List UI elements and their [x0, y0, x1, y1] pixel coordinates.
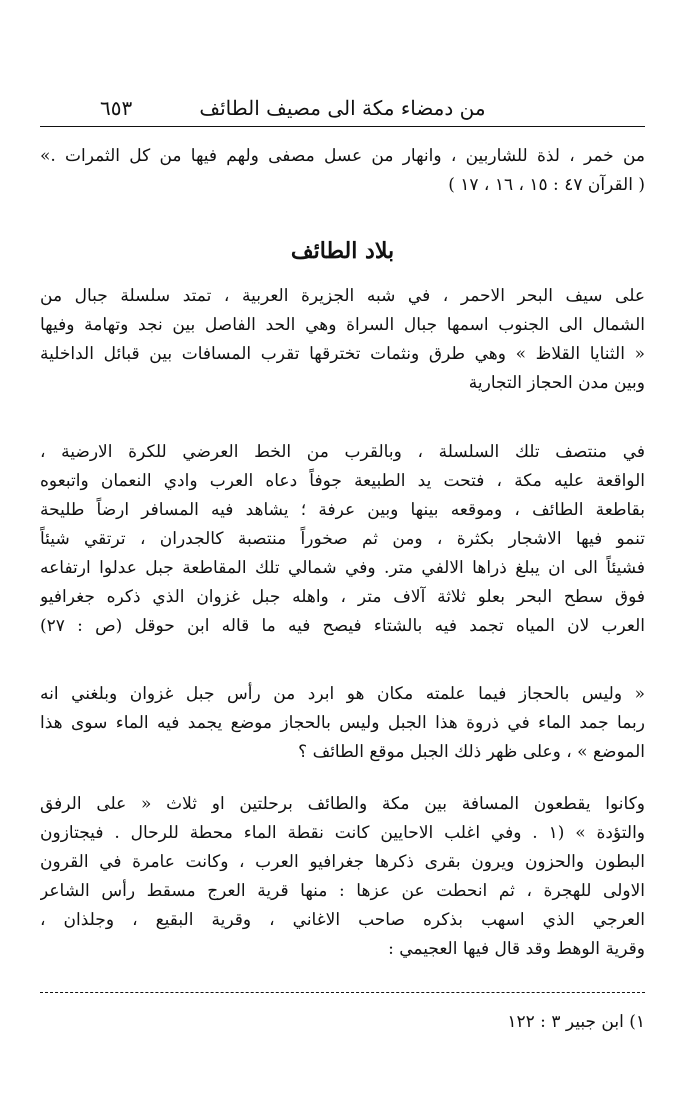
page-number: ٦٥٣	[100, 96, 133, 120]
text-line: تنمو فيها الاشجار بكثرة ، ومن ثم صخوراً منتصبة كالجدران ، ترتقي شيئاً	[40, 529, 645, 549]
text-line: « وليس بالحجاز فيما علمته مكان هو ابرد من رأس جبل غزوان وبلغني انه	[40, 684, 645, 704]
paragraph-1	[40, 282, 645, 398]
running-title: من دمضاء مكة الى مصيف الطائف	[199, 96, 486, 120]
text-line: « الثنايا القلاظ » وهي طرق ونثمات تخترقها تقرب المسافات بين قبائل الداخلية	[40, 344, 645, 364]
text-line: الموضع » ، وعلى ظهر ذلك الجبل موقع الطائف ؟	[298, 742, 645, 762]
text-line: وقرية الوهط وقد قال فيها العجيمي :	[388, 939, 645, 959]
text-line: من خمر ، لذة للشاربين ، وانهار من عسل مصفى ولهم فيها من كل الثمرات .»	[40, 146, 645, 166]
text-line: البطون والحزون ويرون بقرى ذكرها جغرافيو العرب ، وكانت عامرة في القرون	[40, 852, 645, 872]
text-line: وبين مدن الحجاز التجارية	[468, 373, 645, 393]
text-line: على سيف البحر الاحمر ، في شبه الجزيرة العربية ، تمتد سلسلة جبال من	[40, 286, 645, 306]
page-header	[40, 92, 645, 127]
text-line: العرجي الذي اسهب بذكره صاحب الاغاني ، وقرية البقيع ، وجلذان ،	[40, 910, 645, 930]
text-line: بقاطعة الطائف ، وموقعه بينها وبين عرفة ؛ يشاهد فيه المسافر ارضاً طليحة	[40, 500, 645, 520]
section-heading: بلاد الطائف	[290, 238, 395, 264]
text-line: فوق سطح البحر بعلو ثلاثة آلاف متر ، واهله جبل غزوان الذي ذكره جغرافيو	[40, 587, 645, 607]
text-line: فشيئاً الى ان يبلغ ذراها الالفي متر. وفي شمالي تلك المقاطعة جبل عدلوا ارتفاعه	[40, 558, 645, 578]
text-line: الاولى للهجرة ، ثم انحطت عن عزها : منها قرية العرج مسقط رأس الشاعر	[40, 881, 645, 901]
quran-citation: ( القرآن ٤٧ : ١٥ ، ١٦ ، ١٧ )	[448, 175, 645, 195]
paragraph-4	[40, 790, 645, 964]
text-line: والتؤدة » (١ . وفي اغلب الاحايين كانت نقطة الماء محطة للرحال . فيجتازون	[40, 823, 645, 843]
paragraph-3	[40, 680, 645, 767]
footnote: ١) ابن جبير ٣ : ١٢٢	[507, 1012, 645, 1032]
text-line: وكانوا يقطعون المسافة بين مكة والطائف برحلتين او ثلاث « على الرفق	[40, 794, 645, 814]
quran-quote	[40, 142, 645, 200]
paragraph-2	[40, 438, 645, 641]
footnote-divider	[40, 992, 645, 993]
text-line: العرب لان المياه تجمد فيه بالشتاء فيصح فيه ما قاله ابن حوقل (ص : ٢٧)	[40, 616, 645, 636]
text-line: الشمال الى الجنوب اسمها جبال السراة وهي الحد الفاصل بين نجد وتهامة وفيها	[40, 315, 645, 335]
text-line: الواقعة عليه مكة ، فتحت يد الطبيعة جوفاً دعاه العرب وادي النعمان واتبعوه	[40, 471, 645, 491]
text-line: ربما جمد الماء في ذروة هذا الجبل وليس بالحجاز موضع يجمد فيه الماء سوى هذا	[40, 713, 645, 733]
text-line: في منتصف تلك السلسلة ، وبالقرب من الخط العرضي للكرة الارضية ،	[40, 442, 645, 462]
